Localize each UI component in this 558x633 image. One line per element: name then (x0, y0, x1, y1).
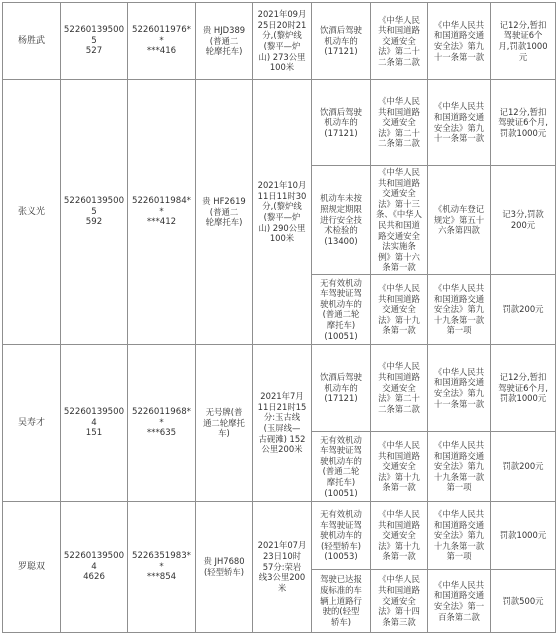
id-card-number (128, 3, 196, 80)
violation-act (312, 80, 371, 166)
violation-basis-line: 共和国道路 (378, 177, 420, 188)
violation-act-line: 机动车的 (324, 117, 358, 128)
penalty-basis-line: 第一项 (446, 325, 472, 336)
violation-basis-line: 法》第十九 (378, 314, 420, 325)
violation-act (312, 274, 371, 344)
violation-act-line: (17121) (324, 46, 358, 57)
violation-time-place-line: 分,(黎炉线 (262, 30, 302, 41)
violation-act-line: 车驾驶证驾 (320, 288, 362, 299)
penalty-line: 罚款1000元 (499, 530, 547, 541)
violation-act-line: (13400) (324, 235, 358, 246)
violation-basis-line: 共和国道路 (378, 585, 420, 596)
violation-act-line: 驶机动车的 (320, 298, 362, 309)
penalty-basis-line: 和国道路交通 (433, 111, 485, 122)
penalty-line: 罚款200元 (502, 461, 544, 472)
violation-act-line: 无有效机动 (320, 277, 362, 288)
document-number (61, 80, 128, 345)
penalty-basis (428, 166, 491, 275)
violation-basis-line: 《中华人民 (378, 96, 420, 107)
document-number (61, 344, 128, 501)
penalty-basis-line: 安全法》第九 (433, 41, 485, 51)
license-plate-line: 贵 HJD389 (202, 25, 246, 36)
table-row (3, 3, 556, 80)
violation-basis-line: 交通安全 (382, 117, 416, 128)
penalty-line: 记12分,暂扣 (499, 106, 547, 117)
id-card-number-line: 5226011968** (132, 407, 191, 428)
violation-time-place-line: 23日10时 (262, 551, 302, 562)
penalty (491, 569, 556, 632)
violation-basis-line: 法》第十三 (378, 198, 420, 209)
document-number-line: 151 (85, 428, 103, 439)
violation-basis-line: 共和国道路 (378, 293, 420, 304)
penalty (491, 274, 556, 344)
id-card-number (128, 501, 196, 632)
id-card-number (128, 80, 196, 345)
penalty-line: 罚款1000元 (499, 393, 547, 404)
penalty-basis (428, 80, 491, 166)
penalty-basis-line: 《中华人民共 (433, 579, 485, 590)
license-plate-line: 无号牌(普 (205, 407, 243, 418)
penalty-line: 罚款500元 (502, 595, 544, 606)
violation-act (312, 166, 371, 275)
violation-time-place-line: 分:玉古线 (263, 412, 301, 423)
license-plate-line: (轻型轿车) (203, 566, 245, 577)
violation-time-place-line: 100米 (269, 233, 295, 244)
violation-time-place-line: 古砚滩) 152 (258, 433, 306, 444)
violation-act-line: 驶机动车的 (320, 455, 362, 466)
penalty-basis-line: 安全法》第九 (433, 530, 485, 541)
violation-basis-line: 法》第十四 (378, 606, 420, 617)
violation-time-place-line: 57分:荣岩 (262, 561, 302, 572)
penalty-basis-line: 和国道路交通 (433, 519, 485, 530)
penalty-line: 记12分,暂扣 (499, 372, 547, 383)
license-plate-line: 轮摩托车) (205, 46, 243, 57)
violation-basis-line: 交通安全 (382, 595, 416, 606)
penalty-basis-line: 《中华人民共 (433, 366, 485, 377)
penalty-basis-line: 六条第四款 (438, 225, 480, 236)
violation-act-line: 无有效机动 (320, 434, 362, 445)
violation-basis-line: 法实施条 (382, 241, 416, 252)
violation-act-line: 饮酒后驾驶 (320, 25, 362, 36)
person-name: 杨胜武 (3, 3, 61, 80)
penalty-basis-line: 《中华人民共 (433, 508, 485, 519)
penalty-basis-line: 十一条第一款 (433, 51, 485, 62)
violation-time-place-line: 米 (277, 582, 287, 593)
violation-basis-line: 《中华人民 (378, 439, 420, 450)
violation-time-place-line: 11日11时30 (257, 190, 307, 201)
id-card-number-line: 5226011984** (132, 196, 191, 217)
penalty-basis-line: 安全法》第九 (433, 304, 485, 315)
penalty-basis-line: 十一条第一款 (433, 398, 485, 409)
id-card-number-line: ***412 (146, 217, 177, 228)
license-plate-line: (普通二 (209, 206, 239, 217)
violation-basis-line: 条第一款 (382, 482, 416, 493)
violation-act-line: 机动车的 (324, 382, 358, 393)
penalty-basis-line: 规定》第五十 (433, 214, 485, 225)
violation-basis-line: 《中华人民 (378, 574, 420, 585)
penalty-basis-line: 第一项 (446, 482, 472, 493)
violation-act-line: 摩托车) (326, 320, 356, 331)
violation-time-place-line: 2021年09月 (257, 9, 307, 20)
violation-basis (371, 274, 428, 344)
violation-time-place (253, 344, 312, 501)
document-number-line: 522601395004 (63, 551, 125, 572)
violation-basis (371, 501, 428, 569)
violation-time-place-line: 山) 273公里 (258, 51, 306, 62)
penalty-basis-line: 安全法》第九 (433, 387, 485, 398)
violation-basis-line: 条第一款 (382, 325, 416, 336)
penalty-line: 月,罚款1000 (498, 41, 548, 51)
penalty-line: 罚款200元 (502, 304, 544, 315)
id-card-number-line: 5226011976** (132, 25, 191, 46)
violation-act-line: 照规定期限 (320, 204, 362, 215)
violation-time-place-line: 公里200米 (261, 444, 303, 455)
penalty-line: 驾驶证6个月, (498, 382, 548, 393)
penalty-basis-line: 《中华人民共 (433, 439, 485, 450)
penalty-basis-line: 安全法》第一 (433, 600, 485, 611)
penalty (491, 166, 556, 275)
penalty-line: 记3分,罚款 (502, 209, 544, 220)
violation-act-line: 驶机动车的 (320, 530, 362, 541)
document-number (61, 3, 128, 80)
violation-basis-line: 《中华人民 (378, 167, 420, 177)
penalty-basis-line: 和国道路交通 (433, 377, 485, 388)
penalty-basis-line: 十九条第一款 (433, 540, 485, 551)
violation-act (312, 431, 371, 501)
violation-basis-line: 法》第二十 (378, 46, 420, 57)
penalty (491, 344, 556, 431)
violation-act-line: 驶的(轻型 (322, 606, 360, 617)
violation-time-place-line: 线3公里200 (258, 572, 306, 583)
violation-time-place (253, 80, 312, 345)
person-name: 张义光 (3, 80, 61, 345)
penalty-line: 驾驶证6个月, (498, 117, 548, 128)
violation-act (312, 501, 371, 569)
penalty (491, 3, 556, 80)
license-plate-line: (普通二 (209, 35, 239, 46)
penalty-basis-line: 《中华人民共 (433, 101, 485, 112)
violation-act-line: 车驾驶证驾 (320, 445, 362, 456)
document-number-line: 522601395005 (63, 196, 125, 217)
violation-act-line: (普通二轮 (322, 466, 360, 477)
penalty-basis-line: 和国道路交通 (433, 30, 485, 41)
license-plate-line: 车) (218, 428, 230, 439)
violation-time-place-line: 2021年7月 (260, 391, 304, 402)
violation-basis-line: 共和国道路 (378, 450, 420, 461)
violation-act-line: (17121) (324, 127, 358, 138)
violation-basis-line: 条第一款 (382, 262, 416, 273)
table-row (3, 80, 556, 166)
penalty-line: 驾驶证6个 (503, 30, 543, 41)
violation-basis-line: 共和国道路 (378, 372, 420, 383)
violation-act-line: (10051) (324, 487, 358, 498)
id-card-number-line: ***416 (146, 46, 177, 57)
violation-basis-line: 共和国道路 (378, 519, 420, 530)
violation-act-line: 饮酒后驾驶 (320, 372, 362, 383)
license-plate-line: 通二轮摩托 (203, 417, 245, 428)
violation-act-line: 废标准的车 (320, 585, 362, 596)
id-card-number-line: ***854 (146, 572, 177, 583)
penalty-basis-line: 百条第二款 (438, 611, 480, 622)
violation-basis-line: 例》第十六 (378, 251, 420, 262)
id-card-number-line: 5226351983** (132, 551, 191, 572)
penalty-basis-line: 十九条第一款 (433, 314, 485, 325)
violations-table (2, 2, 556, 633)
penalty-basis-line: 第一项 (446, 551, 472, 562)
penalty-line: 元 (518, 51, 528, 62)
violation-act (312, 569, 371, 632)
license-plate-line: 贵 JH7680 (203, 556, 245, 567)
violation-basis-line: 条、《中华人 (375, 209, 423, 220)
penalty-basis-line: 《机动车登记 (433, 204, 485, 215)
violation-basis-line: 交通安全 (382, 35, 416, 46)
violation-basis (371, 166, 428, 275)
violation-basis-line: 交通安全 (382, 304, 416, 315)
document-number (61, 501, 128, 632)
violation-basis (371, 431, 428, 501)
violation-basis-line: 条第一款 (382, 551, 416, 562)
violation-act-line: 饮酒后驾驶 (320, 106, 362, 117)
license-plate (196, 80, 253, 345)
penalty-basis (428, 569, 491, 632)
violation-basis-line: 共和国道路 (378, 106, 420, 117)
violation-time-place (253, 501, 312, 632)
violation-time-place (253, 3, 312, 80)
table-body (3, 3, 556, 633)
violation-basis (371, 3, 428, 80)
license-plate (196, 3, 253, 80)
violation-basis-line: 《中华人民 (378, 282, 420, 293)
penalty-basis-line: 和国道路交通 (433, 293, 485, 304)
license-plate (196, 344, 253, 501)
violation-time-place-line: 山) 290公里 (258, 222, 306, 233)
violation-basis-line: 二条第二款 (378, 56, 420, 67)
penalty-basis (428, 274, 491, 344)
penalty-basis-line: 安全法》第九 (433, 122, 485, 133)
violation-time-place-line: (黎平—炉 (263, 41, 301, 51)
penalty-line: 记12分,暂扣 (499, 19, 547, 30)
document-number-line: 522601395004 (63, 407, 125, 428)
violation-act-line: (17121) (324, 393, 358, 404)
violation-act-line: 摩托车) (326, 477, 356, 488)
violation-basis-line: 民共和国道 (378, 219, 420, 230)
violation-basis (371, 569, 428, 632)
license-plate-line: 贵 HF2619 (202, 196, 246, 207)
violation-basis-line: 二条第二款 (378, 138, 420, 149)
violation-act-line: 术检验的 (324, 225, 358, 236)
violation-time-place-line: 100米 (269, 62, 295, 73)
violation-act (312, 3, 371, 80)
penalty (491, 80, 556, 166)
penalty-basis (428, 3, 491, 80)
document-number-line: 592 (85, 217, 103, 228)
violation-act-line: 驾驶已达报 (320, 574, 362, 585)
violation-basis-line: 交通安全 (382, 382, 416, 393)
id-card-number (128, 344, 196, 501)
penalty-basis (428, 344, 491, 431)
violation-time-place-line: (玉屏线— (263, 422, 301, 433)
violation-act-line: (轻型轿车) (320, 540, 362, 551)
violation-basis-line: 《中华人民 (378, 361, 420, 372)
penalty-basis (428, 431, 491, 501)
violation-act-line: 无有效机动 (320, 508, 362, 519)
violation-basis-line: 《中华人民 (378, 508, 420, 519)
violation-basis-line: 法》第二十 (378, 393, 420, 404)
penalty-line: 罚款1000元 (499, 127, 547, 138)
penalty-basis-line: 安全法》第九 (433, 461, 485, 472)
person-name: 罗聪双 (3, 501, 61, 632)
violation-basis-line: 二条第二款 (378, 403, 420, 414)
table-row (3, 344, 556, 431)
id-card-number-line: ***635 (146, 428, 177, 439)
penalty (491, 501, 556, 569)
violation-act-line: (10053) (324, 551, 358, 562)
violation-basis-line: 法》第十九 (378, 540, 420, 551)
penalty-line: 200元 (510, 219, 536, 230)
violation-act-line: 机动车未按 (320, 193, 362, 204)
penalty (491, 431, 556, 501)
violation-time-place-line: 2021年10月 (257, 180, 307, 191)
violation-time-place-line: 2021年07月 (257, 540, 307, 551)
document-number-line: 522601395005 (63, 25, 125, 46)
violation-time-place-line: 11日21时15 (257, 401, 307, 412)
license-plate-line: 轮摩托车) (205, 217, 243, 228)
violation-basis-line: 交通安全 (382, 461, 416, 472)
violation-time-place-line: 25日20时21 (257, 19, 307, 30)
license-plate (196, 501, 253, 632)
penalty-basis-line: 和国道路交通 (433, 450, 485, 461)
violation-basis (371, 344, 428, 431)
person-name: 吴寿才 (3, 344, 61, 501)
penalty-basis-line: 十九条第一款 (433, 471, 485, 482)
penalty-basis-line: 《中华人民共 (433, 282, 485, 293)
violation-act-line: 辆上道路行 (320, 595, 362, 606)
violation-act-line: 轿车) (330, 616, 352, 627)
violation-basis-line: 路交通安全 (378, 230, 420, 241)
violation-time-place-line: 分,(黎炉线 (262, 201, 302, 212)
penalty-basis-line: 和国道路交通 (433, 590, 485, 601)
table-row (3, 501, 556, 569)
violation-basis-line: 交通安全 (382, 530, 416, 541)
document-number-line: 527 (85, 46, 103, 57)
violation-basis-line: 法》第二十 (378, 127, 420, 138)
violation-basis (371, 80, 428, 166)
violation-act (312, 344, 371, 431)
violation-act-line: 机动车的 (324, 35, 358, 46)
violation-act-line: (10051) (324, 330, 358, 341)
violation-act-line: 车驾驶证驾 (320, 519, 362, 530)
penalty-basis (428, 501, 491, 569)
violation-act-line: (普通二轮 (322, 309, 360, 320)
violation-basis-line: 《中华人民 (378, 14, 420, 25)
violation-basis-line: 条第三款 (382, 616, 416, 627)
violation-basis-line: 法》第十九 (378, 471, 420, 482)
penalty-basis-line: 《中华人民共 (433, 19, 485, 30)
violation-act-line: 进行安全技 (320, 214, 362, 225)
violation-time-place-line: (黎平—炉 (263, 211, 301, 222)
violation-basis-line: 交通安全 (382, 188, 416, 199)
document-number-line: 4626 (83, 572, 105, 583)
penalty-basis-line: 十一条第一款 (433, 133, 485, 144)
violation-basis-line: 共和国道路 (378, 25, 420, 36)
